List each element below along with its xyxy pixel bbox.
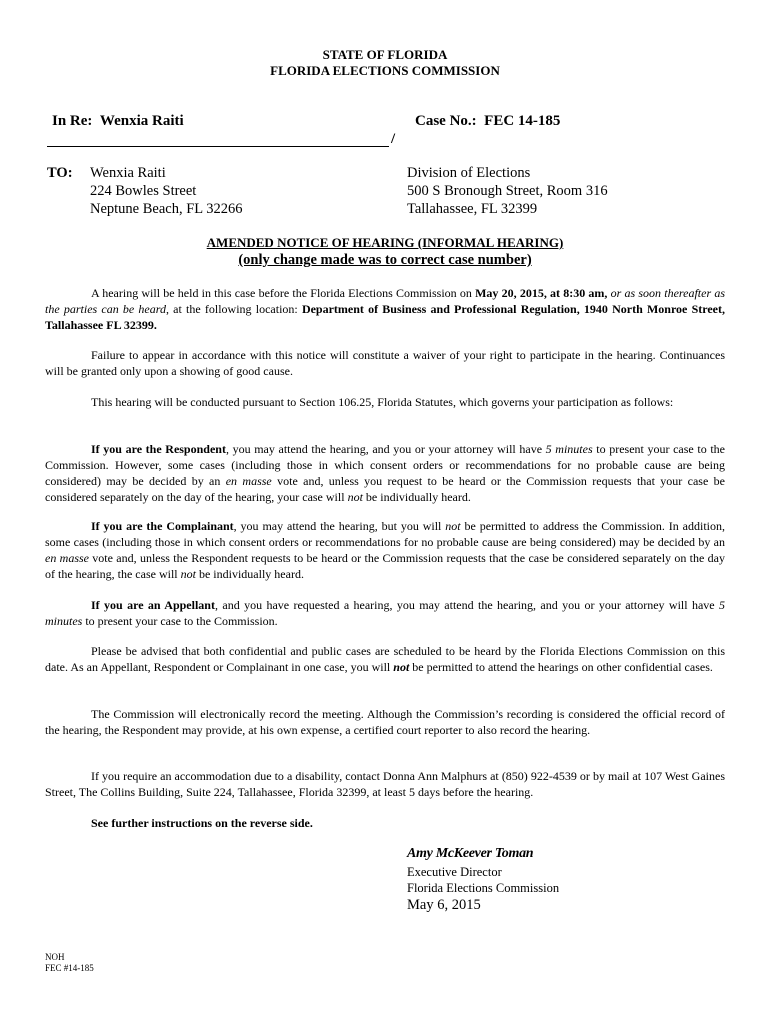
accommodation-paragraph: If you require an accommodation due to a disability, contact Donna Ann Malphurs at (850) 922-4539 or by mail at 107 West Gaines Street, The Collins Building, Suite 224, Tallahassee, Florida 32399, at least 5 days before the hearing. <box>45 769 725 799</box>
hearing-location: Department of Business and Professional Regulation, 1940 North Monroe Street, Tallahassee FL 32399. <box>45 302 725 332</box>
division-line: Division of Elections <box>407 165 531 181</box>
division-line: 500 S Bronough Street, Room 316 <box>407 183 608 199</box>
signature-block <box>407 864 559 896</box>
complainant-paragraph: If you are the Complainant, you may attend the hearing, but you will not be permitted to address the Commission. In addition, some cases (including those in which consent orders or recommendations for no probable cause are being considered) may be decided by an en masse vote and, unless the Respondent requests to be heard or the Commission requests that the case be considered separately on the day of the hearing, the case will not be individually heard. <box>45 519 726 581</box>
caption-rule <box>47 146 389 147</box>
notice-date: May 6, 2015 <box>407 897 481 913</box>
signer-org: Florida Elections Commission <box>407 881 560 895</box>
recipient-address <box>90 164 242 218</box>
caption-slash: / <box>391 131 396 147</box>
hearing-date: May 20, 2015, at 8:30 am, <box>475 286 608 300</box>
appellant-paragraph: If you are an Appellant, and you have requested a hearing, you may attend the hearing, and you or your attorney will have 5 minutes to present your case to the Commission. <box>45 598 726 628</box>
footer-code: NOH <box>45 952 65 962</box>
case-number: FEC 14-185 <box>484 113 561 129</box>
signature: Amy McKeever Toman <box>407 846 534 861</box>
statute-paragraph: This hearing will be conducted pursuant to Section 106.25, Florida Statutes, which governs your participation as follows: <box>91 395 674 409</box>
in-re-label: In Re: <box>52 113 93 129</box>
notice-subtitle: (only change made was to correct case number) <box>238 252 532 268</box>
document-header <box>0 47 770 79</box>
recipient-line: Neptune Beach, FL 32266 <box>90 201 243 217</box>
in-re-name: Wenxia Raiti <box>99 113 184 129</box>
footer-case-ref: FEC #14-185 <box>45 963 94 973</box>
division-address <box>407 164 608 218</box>
signer-title: Executive Director <box>407 865 502 879</box>
recording-paragraph: The Commission will electronically record the meeting. Although the Commission’s recording is considered the official record of the hearing, the Respondent may provide, at his own expense, a certified court reporter to also record the hearing. <box>45 707 725 737</box>
case-number-caption <box>415 113 560 130</box>
hearing-paragraph: A hearing will be held in this case before the Florida Elections Commission on May 20, 2015, at 8:30 am, or as soon thereafter as the parties can be heard, at the following location: Department of Business and Professional Regulation, 1940 North Monroe Street, Tallahassee FL 32399. <box>45 286 725 332</box>
notice-title: AMENDED NOTICE OF HEARING (INFORMAL HEARING) <box>206 235 564 250</box>
recipient-line: 224 Bowles Street <box>90 183 197 199</box>
header-state: STATE OF FLORIDA <box>322 47 448 62</box>
division-line: Tallahassee, FL 32399 <box>407 201 538 217</box>
respondent-paragraph: If you are the Respondent, you may attend the hearing, and you or your attorney will have 5 minutes to present your case to the Commission. However, some cases (including those in which consent orders or recommendations for no probable cause are being considered) may be decided by an en masse vote and, unless you request to be heard or the Commission requests that your case be considered separately on the day of the hearing, your case will not be individually heard. <box>45 442 725 504</box>
header-commission: FLORIDA ELECTIONS COMMISSION <box>270 63 500 78</box>
to-label: TO: <box>47 165 73 181</box>
case-label: Case No.: <box>415 113 477 129</box>
failure-paragraph: Failure to appear in accordance with this notice will constitute a waiver of your right to participate in the hearing. Continuances will be granted only upon a showing of good cause. <box>45 348 725 378</box>
recipient-line: Wenxia Raiti <box>90 165 166 181</box>
document-footer <box>45 952 94 974</box>
in-re-caption <box>52 113 184 130</box>
reverse-side-note: See further instructions on the reverse side. <box>91 816 313 830</box>
confidential-paragraph: Please be advised that both confidential and public cases are scheduled to be heard by the Florida Elections Commission on this date. As an Appellant, Respondent or Complainant in one case, you will not be permitted to attend the hearings on other confidential cases. <box>45 644 725 674</box>
